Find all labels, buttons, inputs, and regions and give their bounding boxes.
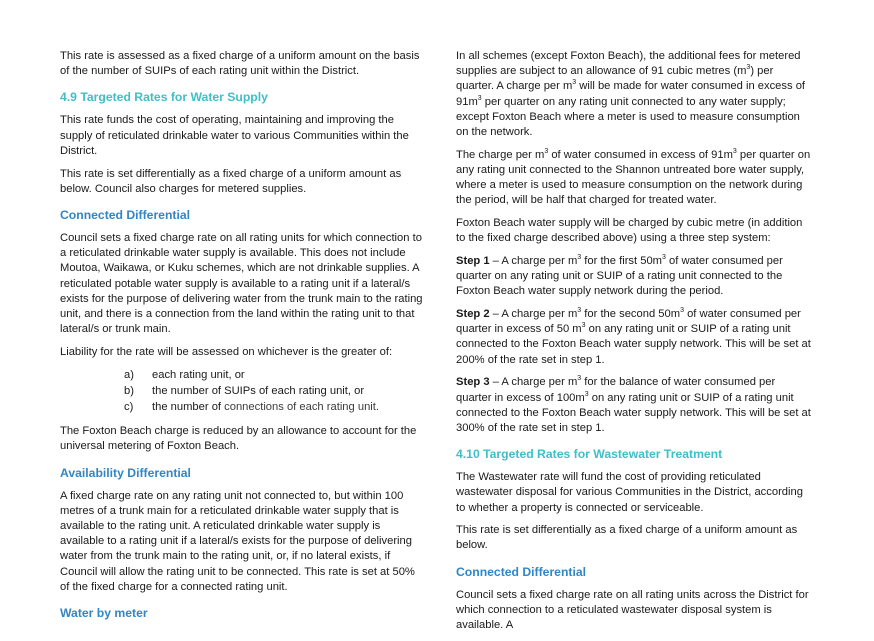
section-4-9-heading: 4.9 Targeted Rates for Water Supply (60, 90, 268, 105)
wastewater-connected-differential-heading: Connected Differential (456, 564, 587, 579)
step-3-paragraph: Step 3 – A charge per $m^3$ for the balance of water consumed per quarter in excess of $100m^3$ on any rating unit or SUIP of a rating unit connected to the Foxton Beach water supply network. This will be set at 300% of the rate set in step 1. (456, 375, 811, 434)
list-item-text: the number of connections of each rating unit. (152, 400, 380, 413)
foxton-three-step-paragraph: Foxton Beach water supply will be charged by cubic metre (in addition to the fixed charge described above) using a three step system: (456, 217, 803, 245)
step-2-paragraph: Step 2 – A charge per $m^3$ for the second $50m^3$ of water consumed per quarter in excess of 50 $m^3$ on any rating unit or SUIP of a rating unit connected to the Foxton Beach water supply network. This will be set at 200% of the rate set in step 1. (456, 307, 811, 366)
wastewater-differential-paragraph: This rate is set differentially as a fixed charge of a uniform amount as below. (456, 524, 798, 552)
water-supply-differential-paragraph: This rate is set differentially as a fixed charge of a uniform amount as below. Council also charges for metered supplies. (60, 167, 402, 195)
list-item-text: each rating unit, or (152, 368, 245, 381)
intro-paragraph: This rate is assessed as a fixed charge of a uniform amount on the basis of the number of SUIPs of each rating unit within the District. (60, 50, 420, 78)
metered-allowance-paragraph: In all schemes (except Foxton Beach), the additional fees for metered supplies are subject to an allowance of 91 cubic metres $(m^3)$ per quarter. A charge per $m^3$ will be made for water consumed in excess of $91m^3$ per quarter on any rating unit connected to any water supply; except Foxton Beach where a meter is used to measure consumption on the network. (456, 50, 806, 139)
section-4-10-heading: 4.10 Targeted Rates for Wastewater Treatment (456, 447, 723, 462)
list-item (60, 368, 426, 383)
wastewater-connected-paragraph: Council sets a fixed charge rate on all rating units across the District for which connection to a reticulated wastewater disposal system is available. A (456, 588, 809, 632)
list-marker: a) (124, 368, 134, 381)
left-column (60, 49, 426, 629)
water-by-meter-heading: Water by meter (60, 605, 148, 620)
list-item (60, 384, 426, 399)
connected-differential-heading: Connected Differential (60, 207, 191, 222)
wastewater-purpose-paragraph: The Wastewater rate will fund the cost of providing reticulated wastewater disposal for various Communities in the District, according to whether a property is connected or serviceable. (456, 471, 803, 514)
step-1-paragraph: Step 1 – A charge per $m^3$ for the first $50m^3$ of water consumed per quarter on any rating unit or SUIP of a rating unit connected to the Foxton Beach water supply network during the period. (456, 253, 783, 298)
list-marker: b) (124, 384, 134, 397)
liability-list (60, 368, 426, 416)
foxton-allowance-paragraph: The Foxton Beach charge is reduced by an allowance to account for the universal metering of Foxton Beach. (60, 425, 417, 453)
right-column (456, 49, 811, 641)
liability-paragraph: Liability for the rate will be assessed on whichever is the greater of: (60, 345, 393, 358)
availability-differential-heading: Availability Differential (60, 465, 191, 480)
shannon-charge-paragraph: The charge per $m^3$ of water consumed in excess of $91m^3$ per quarter on any rating unit connected to the Shannon untreated bore water supply, where a meter is used to measure consumption on the network during the period, will be half that charged for treated water. (456, 147, 811, 207)
list-item (60, 400, 426, 415)
connected-differential-paragraph: Council sets a fixed charge rate on all rating units for which connection to a reticulated drinkable water supply is available. This does not include Moutoa, Waikawa, or Kuku schemes, which are not drinkable supplies. A reticulated potable water supply is available to a rating unit if a lateral/s exists for the purpose of delivering water from the trunk main to the rating unit, and there is a connection from the land within the rating unit to that lateral/s or trunk main. (60, 231, 423, 336)
list-marker: c) (124, 400, 134, 413)
list-item-text: the number of SUIPs of each rating unit, or (152, 384, 365, 397)
availability-differential-paragraph: A fixed charge rate on any rating unit not connected to, but within 100 metres of a trunk main for a reticulated drinkable water supply that is available to the rating unit. A reticulated drinkable water supply is available to a rating unit if a lateral/s exists for the purpose of delivering water from the trunk main to the rating unit, or, if no lateral exists, if Council will allow the rating unit to be connected. This rate is set at 50% of the fixed charge for a connected rating unit. (60, 489, 415, 593)
water-supply-purpose-paragraph: This rate funds the cost of operating, maintaining and improving the supply of reticulated drinkable water to various Communities within the District. (60, 114, 409, 157)
